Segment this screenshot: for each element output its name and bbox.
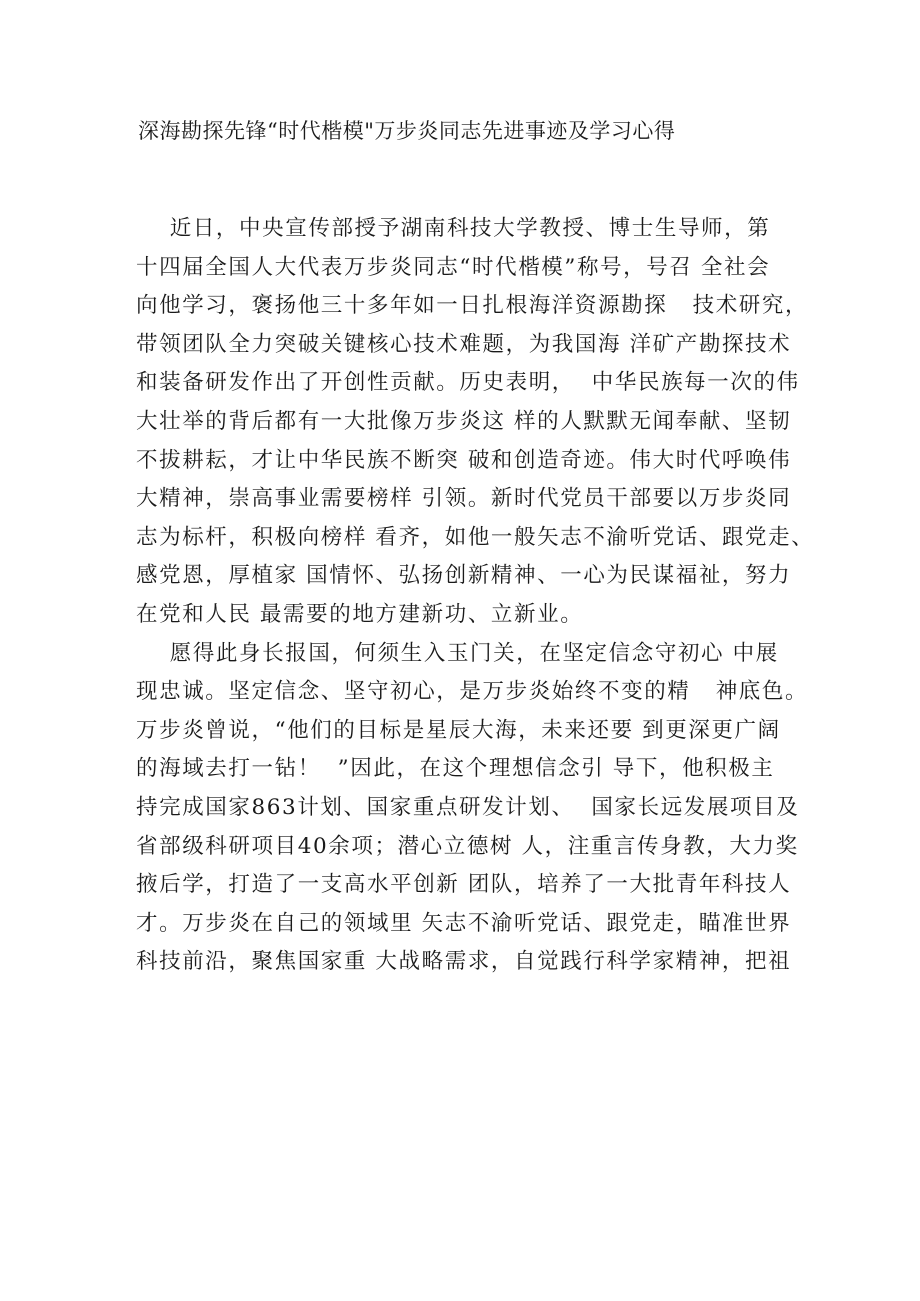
- text-line: 持完成国家863计划、国家重点研发计划、 国家长远发展项目及: [136, 794, 800, 820]
- text-line: 的海域去打一钻！ ”因此，在这个理想信念引 导下，他积极主: [136, 756, 775, 782]
- text-line: 近日，中央宣传部授予湖南科技大学教授、博士生导师，第: [136, 216, 771, 241]
- text-line: 十四届全国人大代表万步炎同志“时代楷模”称号，号召 全社会: [136, 254, 771, 280]
- document-body: [136, 210, 815, 982]
- text-line: 带领团队全力突破关键核心技术难题，为我国海 洋矿产勘探技术: [136, 331, 792, 357]
- text-line: 才。万步炎在自己的领域里 矢志不渝听党话、跟党走，瞄准世界: [136, 910, 792, 936]
- text-line: 科技前沿，聚焦国家重 大战略需求，自觉践行科学家精神，把祖: [136, 949, 792, 975]
- paragraph-2: [136, 635, 809, 982]
- text-line: 大壮举的背后都有一大批像万步炎这 样的人默默无闻奉献、坚韧: [136, 408, 792, 434]
- text-line: 向他学习，褒扬他三十多年如一日扎根海洋资源勘探 技术研究，: [136, 293, 809, 319]
- text-line: 志为标杆，积极向榜样 看齐，如他一般矢志不渝听党话、跟党走、: [136, 524, 815, 550]
- paragraph-1: [136, 210, 815, 635]
- text-line: 万步炎曾说，“他们的目标是星辰大海，未来还要 到更深更广阔: [136, 717, 781, 743]
- text-line: 省部级科研项目40余项；潜心立德树 人，注重言传身教，大力奖: [136, 833, 799, 859]
- text-line: 愿得此身长报国，何须生入玉门关，在坚定信念守初心 中展: [136, 640, 779, 666]
- text-line: 和装备研发作出了开创性贡献。历史表明， 中华民族每一次的伟: [136, 370, 800, 396]
- document-title: 深海勘探先锋“时代楷模"万步炎同志先进事迹及学习心得: [138, 119, 676, 143]
- text-line: 在党和人民 最需要的地方建新功、立新业。: [136, 601, 584, 627]
- text-line: 现忠诚。坚定信念、坚守初心，是万步炎始终不变的精 神底色。: [136, 679, 809, 705]
- text-line: 感党恩，厚植家 国情怀、弘扬创新精神、一心为民谋福祉，努力: [136, 563, 792, 589]
- text-line: 大精神，崇高事业需要榜样 引领。新时代党员干部要以万步炎同: [136, 486, 792, 512]
- text-line: 掖后学，打造了一支高水平创新 团队，培养了一大批青年科技人: [136, 872, 792, 898]
- text-line: 不拔耕耘，才让中华民族不断突 破和创造奇迹。伟大时代呼唤伟: [136, 447, 792, 473]
